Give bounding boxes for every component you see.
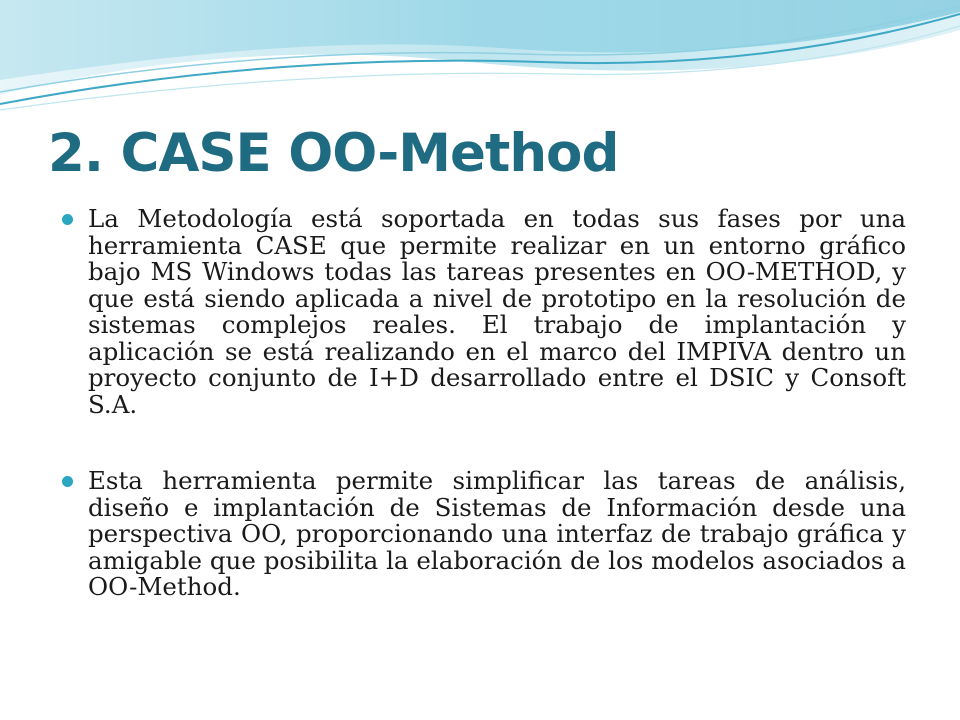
decorative-wave-banner — [0, 0, 960, 120]
bullet-dot-icon — [62, 476, 73, 487]
bullet-list — [60, 206, 906, 601]
bullet-item — [60, 468, 906, 601]
bullet-text: La Metodología está soportada en todas sus fases por una herramienta CASE que permite realizar en un entorno gráfico bajo MS Windows todas las tareas presentes en OO-METHOD, y que está siendo aplicada a nivel de prototipo en la resolución de sistemas complejos reales. El trabajo de implantación y aplicación se está realizando en el marco del IMPIVA dentro un proyecto conjunto de I+D desarrollado entre el DSIC y Consoft S.A. — [88, 204, 906, 419]
bullet-text: Esta herramienta permite simplificar las tareas de análisis, diseño e implantación de Sistemas de Información desde una perspectiva OO, proporcionando una interfaz de trabajo gráfica y amigable que posibilita la elaboración de los modelos asociados a OO-Method. — [88, 466, 906, 601]
bullet-item — [60, 206, 906, 418]
slide-title: 2. CASE OO-Method — [48, 123, 619, 184]
bullet-dot-icon — [62, 214, 73, 225]
